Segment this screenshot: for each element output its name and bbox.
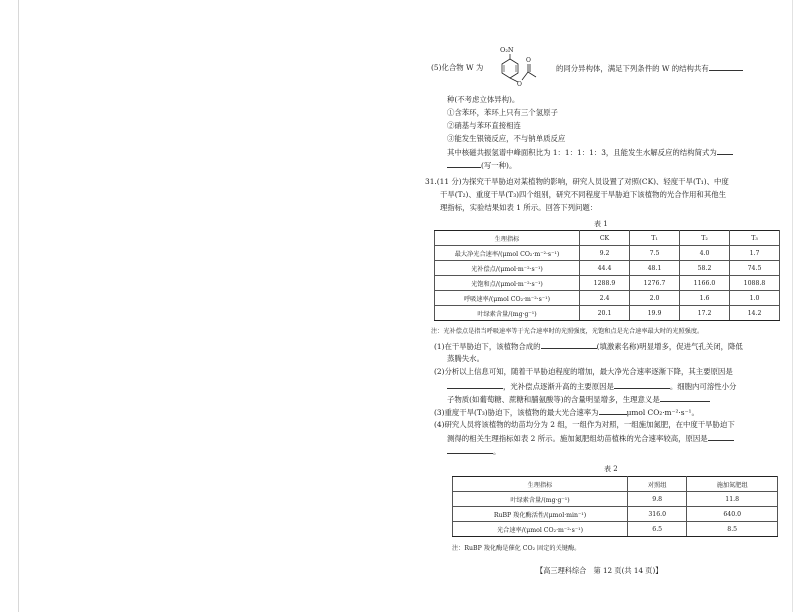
table-cell: RuBP 羧化酶活性/(μmol·min⁻¹) [453, 507, 628, 522]
table-cell: 11.8 [687, 492, 778, 507]
q31-intro-1: 31.(11 分)为探究干旱胁迫对某植物的影响，研究人员设置了对照(CK)、轻度干旱(T₁)、中度 [425, 177, 729, 186]
table-cell: 光合速率/(μmol CO₂·m⁻²·s⁻¹) [453, 522, 628, 537]
q31-part1-b: 蒸腾失水。 [447, 354, 484, 363]
table-cell: 17.2 [680, 306, 730, 321]
table1-header-cell: T₁ [630, 231, 680, 246]
table-cell: 1166.0 [680, 276, 730, 291]
table-cell: 光饱和点/(μmol·m⁻²·s⁻¹) [435, 276, 580, 291]
table-cell: 14.2 [730, 306, 780, 321]
table-cell: 叶绿素含量/(mg·g⁻¹) [453, 492, 628, 507]
table2-header [453, 477, 778, 492]
table-cell: 4.0 [680, 246, 730, 261]
table-cell: 9.8 [628, 492, 687, 507]
table-row [453, 507, 778, 522]
svg-text:O: O [517, 81, 522, 88]
q5-structure-ask-end: (写一种)。 [447, 159, 516, 172]
table1-note: 注：光补偿点是指当呼吸速率等于光合速率时的光照强度，光饱和点是光合速率最大时的光照强度。 [431, 328, 704, 335]
table-cell: 2.0 [630, 291, 680, 306]
table1 [434, 230, 780, 321]
table1-header-cell: T₃ [730, 231, 780, 246]
table-cell: 9.2 [580, 246, 630, 261]
table-cell: 1.0 [730, 291, 780, 306]
table-row [435, 306, 780, 321]
q5-line1: (5)化合物 W 为 [431, 63, 484, 72]
table2 [452, 476, 778, 537]
table-row [435, 276, 780, 291]
table-cell: 2.4 [580, 291, 630, 306]
q31-part4-a: (4)研究人员将该植物的幼苗均分为 2 组，一组作为对照，一组施加氮肥，在中度干旱胁迫下 [434, 420, 735, 429]
table2-note: 注：RuBP 羧化酶是催化 CO₂ 固定的关键酶。 [452, 545, 581, 552]
table-cell: 6.5 [628, 522, 687, 537]
table-cell: 316.0 [628, 507, 687, 522]
table-cell: 8.5 [687, 522, 778, 537]
table1-header-cell: T₂ [680, 231, 730, 246]
q31-intro-2: 干旱(T₂)、重度干旱(T₃)四个组别，研究不同程度干旱胁迫下该植物的光合作用和其他生 [440, 190, 726, 199]
table-row [435, 291, 780, 306]
table-cell: 1276.7 [630, 276, 680, 291]
nitro-label: O₂N [500, 46, 514, 54]
table1-header-cell: 生理指标 [435, 231, 580, 246]
compound-w-structure [490, 42, 554, 92]
table-cell: 20.1 [580, 306, 630, 321]
table-cell: 7.5 [630, 246, 680, 261]
table2-header-cell: 施加氮肥组 [687, 477, 778, 492]
page-fold-left [18, 0, 19, 612]
q31-intro-3: 理指标，实验结果如表 1 所示。回答下列问题： [440, 203, 598, 212]
table2-caption: 表 2 [604, 465, 618, 473]
table1-header [435, 231, 780, 246]
table-cell: 58.2 [680, 261, 730, 276]
table-cell: 44.4 [580, 261, 630, 276]
table-cell: 48.1 [630, 261, 680, 276]
table2-header-cell: 生理指标 [453, 477, 628, 492]
table2-header-cell: 对照组 [628, 477, 687, 492]
q31-part2-c: 子物质(如葡萄糖、蔗糖和脯氨酸等)的含量明显增多，生理意义是 [447, 393, 710, 406]
table-cell: 19.9 [630, 306, 680, 321]
table-cell: 1288.9 [580, 276, 630, 291]
page-footer: 【高三理科综合 第 12 页(共 14 页)】 [536, 566, 663, 575]
q5-condition-2: ②硝基与苯环直接相连 [447, 121, 521, 130]
q5-condition-1: ①含苯环，苯环上只有三个氢原子 [447, 108, 558, 117]
svg-text:O: O [526, 57, 531, 64]
table-row [453, 492, 778, 507]
q5-condition-3: ③能发生银镜反应，不与钠单质反应 [447, 134, 566, 143]
table1-header-cell: CK [580, 231, 630, 246]
q5-line1-suffix: 的同分异构体，满足下列条件的 W 的结构共有 [556, 62, 743, 75]
table-cell: 最大净光合速率/(μmol CO₂·m⁻²·s⁻¹) [435, 246, 580, 261]
table1-caption: 表 1 [594, 220, 608, 228]
table-row [453, 522, 778, 537]
table-cell: 1.7 [730, 246, 780, 261]
table-row [435, 246, 780, 261]
table-cell: 光补偿点/(μmol·m⁻²·s⁻¹) [435, 261, 580, 276]
table-cell: 叶绿素含量/(mg·g⁻¹) [435, 306, 580, 321]
table-cell: 74.5 [730, 261, 780, 276]
q31-part3: (3)重度干旱(T₃)胁迫下，该植物的最大光合速率为 μmol CO₂·m⁻²·s⁻¹。 [434, 408, 699, 417]
q31-part1-a: (1)在干旱胁迫下，该植物合成的 (填激素名称)明显增多，促进气孔关闭，降低 [434, 342, 743, 351]
table-cell: 呼吸速率/(μmol CO₂·m⁻²·s⁻¹) [435, 291, 580, 306]
table-cell: 1088.8 [730, 276, 780, 291]
table-cell: 640.0 [687, 507, 778, 522]
q5-structure-ask: 其中核磁共振氢谱中峰面积比为 1：1：1：1：3，且能发生水解反应的结构简式为 [447, 146, 733, 159]
q31-part4-c: 。 [447, 445, 500, 458]
table-cell: 1.6 [680, 291, 730, 306]
page-fold-right [792, 0, 793, 612]
q31-part4-b: 测得的相关生理指标如表 2 所示。施加氮肥组幼苗植株的光合速率较高，原因是 [447, 432, 734, 445]
q31-part2-b: ，光补偿点逐渐升高的主要原因是 。细胞内可溶性小分 [447, 380, 736, 393]
q31-part2-a: (2)分析以上信息可知，随着干旱胁迫程度的增加，最大净光合速率逐渐下降，其主要原因是 [434, 367, 733, 376]
table-row [435, 261, 780, 276]
q5-line2: 种(不考虑立体异构)。 [447, 95, 520, 104]
